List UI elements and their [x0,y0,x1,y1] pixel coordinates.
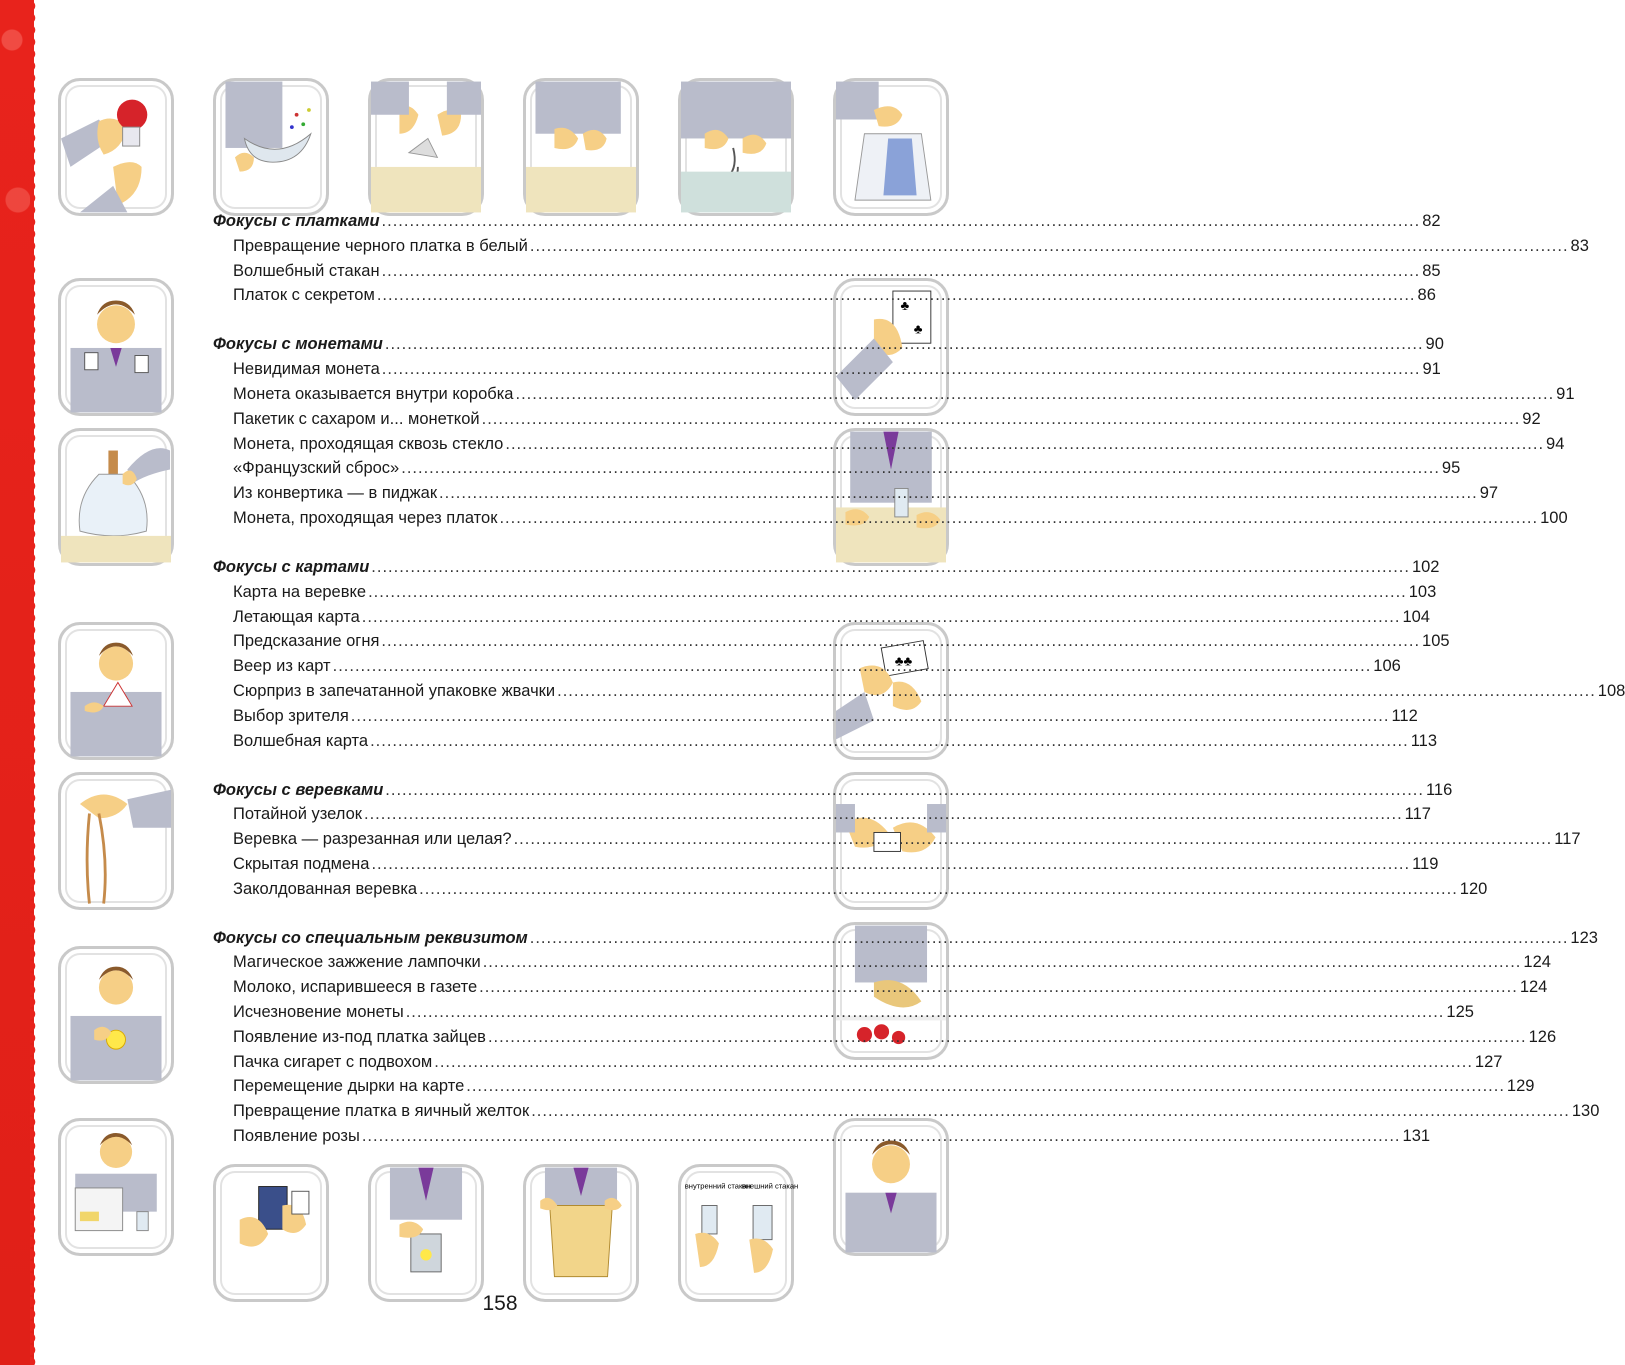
table-of-contents [213,209,1625,1149]
toc-item-row [213,827,1581,852]
toc-item-title: Из конвертика — в пиджак [233,484,438,503]
dot-leader [530,234,1569,259]
toc-item-row [213,432,1565,457]
dot-leader [364,802,1403,827]
toc-section-title: Фокусы с монетами [213,335,383,354]
toc-item-row [213,506,1568,531]
toc-page-number: 112 [1391,706,1418,725]
toc-page-number: 113 [1410,731,1438,750]
toc-item-row [213,679,1625,704]
toc-section-row [213,332,1444,357]
toc-item-title: Выбор зрителя [233,706,349,725]
toc-item-row [213,975,1548,1000]
toc-item-title: Волшебная карта [233,731,369,750]
toc-item-title: Монета, проходящая через платок [233,508,498,527]
dot-leader [557,679,1596,704]
toc-item-title: Монета оказывается внутри коробка [233,384,514,403]
toc-item-title: Монета, проходящая сквозь стекло [233,434,504,453]
toc-item-row [213,802,1431,827]
toc-page-number: 123 [1570,928,1598,947]
svg-text:♣♣: ♣♣ [894,653,913,669]
page-number: 158 [482,1292,518,1315]
toc-item-title: Появление розы [233,1127,360,1146]
toc-item-row [213,605,1430,630]
illustration-bowl-confetti [213,78,329,216]
toc-item-title: Волшебный стакан [233,261,380,280]
toc-item-title: Веревка — разрезанная или целая? [233,830,512,849]
toc-page-number: 104 [1402,607,1430,626]
toc-item-title: Пачка сигарет с подвохом [233,1052,433,1071]
dot-leader [515,382,1554,407]
toc-page-number: 119 [1412,854,1439,873]
toc-section-title: Фокусы со специальным реквизитом [213,928,528,947]
dot-leader [362,1124,1401,1149]
toc-section-row [213,778,1453,803]
toc-page-number: 95 [1441,459,1461,478]
toc-item-title: Предсказание огня [233,632,380,651]
toc-item-title: Летающая карта [233,607,360,626]
toc-section-row [213,555,1440,580]
dot-leader [382,357,1421,382]
illustration-hands-on-table [523,78,639,216]
dot-leader [362,605,1401,630]
illustration-pinching-hands [368,78,484,216]
illustration-two-glasses [678,1164,799,1302]
toc-page-number: 108 [1597,681,1625,700]
illustration-cloth-bag [833,78,949,216]
dot-leader [531,1099,1570,1124]
toc-item-row [213,580,1437,605]
dot-leader [368,580,1407,605]
toc-page-number: 116 [1425,780,1453,799]
toc-page-number: 102 [1411,557,1440,576]
toc-page-number: 117 [1554,830,1581,849]
toc-item-title: Скрытая подмена [233,854,370,873]
toc-item-row [213,1099,1600,1124]
toc-item-row [213,481,1499,506]
toc-page-number: 124 [1519,978,1548,997]
dot-leader [385,332,1424,357]
toc-page-number: 127 [1474,1052,1503,1071]
toc-section-title: Фокусы с картами [213,557,370,576]
toc-item-row [213,259,1441,284]
toc-page-number: 100 [1540,508,1568,527]
toc-page-number: 129 [1506,1077,1535,1096]
toc-item-row [213,1074,1535,1099]
dot-leader [382,259,1421,284]
toc-page-number: 130 [1571,1102,1600,1121]
toc-page-number: 106 [1373,657,1401,676]
dot-leader [466,1074,1505,1099]
toc-page-number: 126 [1528,1027,1557,1046]
toc-item-title: Появление из-под платка зайцев [233,1027,486,1046]
toc-page-number: 97 [1479,484,1499,503]
toc-item-title: Перемещение дырки на карте [233,1077,465,1096]
toc-section-title: Фокусы с веревками [213,780,384,799]
toc-item-row [213,456,1461,481]
dot-leader [482,407,1521,432]
toc-item-row [213,1000,1474,1025]
dot-leader [505,432,1544,457]
toc-item-title: Молоко, испарившееся в газете [233,978,478,997]
dot-leader [514,827,1553,852]
dot-leader [406,1000,1445,1025]
toc-item-row [213,1124,1431,1149]
toc-page-number: 91 [1422,360,1441,379]
toc-item-title: Заколдованная веревка [233,879,418,898]
toc-section-row [213,209,1441,234]
toc-item-title: Исчезновение монеты [233,1003,404,1022]
illustration-magician-cards [58,278,174,416]
inner-glass-label: внутренний стакан [684,1181,751,1191]
toc-page-number: 94 [1546,434,1565,453]
toc-item-title: Пакетик с сахаром и... монеткой [233,409,480,428]
illustration-red-handkerchief [58,78,174,216]
toc-item-row [213,283,1436,308]
dot-leader [530,926,1569,951]
toc-item-row [213,729,1438,754]
toc-page-number: 117 [1404,805,1431,824]
illustration-magician-newspaper [58,1118,174,1256]
toc-page-number: 131 [1402,1127,1431,1146]
illustration-yellow-cloth [523,1164,639,1302]
dot-leader [499,506,1538,531]
toc-item-title: Потайной узелок [233,805,362,824]
toc-page-number: 85 [1422,261,1441,280]
toc-item-row [213,382,1575,407]
toc-page-number: 92 [1522,409,1541,428]
toc-page-number: 91 [1556,384,1575,403]
toc-page-number: 120 [1459,879,1488,898]
toc-item-title: Превращение черного платка в белый [233,236,528,255]
dot-leader [351,704,1390,729]
illustration-magician-card-fan [58,622,174,760]
toc-item-title: Магическое зажжение лампочки [233,953,481,972]
toc-item-row [213,654,1401,679]
scalloped-edge [30,0,42,1365]
illustration-hanging-rope [58,772,174,910]
toc-item-row [213,234,1589,259]
dot-leader [483,950,1522,975]
toc-page-number: 124 [1523,953,1551,972]
dot-leader [439,481,1478,506]
toc-section-row [213,926,1598,951]
toc-item-title: Невидимая монета [233,360,380,379]
dot-leader [488,1025,1527,1050]
dot-leader [371,852,1410,877]
illustration-magician-lightbulb [58,946,174,1084]
toc-page-number: 83 [1570,236,1589,255]
illustration-tin-can [368,1164,484,1302]
red-border-strip [0,0,34,1365]
toc-item-title: Превращение платка в яичный желток [233,1102,530,1121]
dot-leader [377,283,1416,308]
toc-page-number: 86 [1417,286,1436,305]
toc-page-number: 82 [1422,212,1441,230]
toc-item-title: Карта на веревке [233,582,367,601]
toc-item-row [213,877,1488,902]
toc-page-number: 103 [1408,582,1437,601]
dot-leader [419,877,1458,902]
toc-item-row [213,704,1418,729]
dot-leader [333,654,1372,679]
illustration-bottle [58,428,174,566]
toc-item-title: Веер из карт [233,657,331,676]
toc-item-title: «Французский сброс» [233,459,400,478]
toc-section-title: Фокусы с платками [213,212,380,230]
dot-leader [479,975,1518,1000]
toc-page-number: 105 [1422,632,1450,651]
toc-item-row [213,407,1541,432]
toc-item-row [213,1050,1503,1075]
svg-text:♣: ♣ [900,298,910,314]
illustration-phone-hands [213,1164,329,1302]
toc-item-row [213,950,1551,975]
dot-leader [434,1050,1473,1075]
outer-glass-label: внешний стакан [741,1181,799,1191]
dot-leader [401,456,1440,481]
toc-item-row [213,357,1441,382]
illustration-rope-hands [678,78,794,216]
dot-leader [370,729,1409,754]
toc-item-row [213,1025,1557,1050]
svg-text:♣: ♣ [913,321,923,337]
toc-item-row [213,629,1450,654]
dot-leader [382,209,1421,234]
toc-item-title: Сюрприз в запечатанной упаковке жвачки [233,681,556,700]
toc-page-number: 125 [1446,1003,1474,1022]
dot-leader [381,629,1420,654]
toc-item-row [213,852,1439,877]
toc-page-number: 90 [1425,335,1444,354]
toc-item-title: Платок с секретом [233,286,375,305]
dot-leader [371,555,1410,580]
dot-leader [385,778,1424,803]
